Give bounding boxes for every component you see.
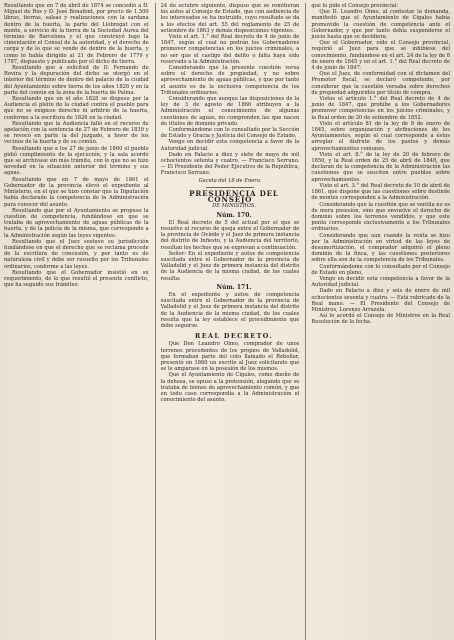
paragraph: Resultando que en el año 1828 se dispuso por la Audiencia el pleito de la ciudad contra el pueblo para que no se exigiese derecho ni arbitrio de la huerta, conforme a la escritura de 1826 en la ciudad. (4, 96, 149, 121)
decree-title: REAL DECRETO. (195, 332, 273, 341)
decree-number: Núm. 171. (216, 283, 252, 291)
paragraph: Que el Ayuntamiento de Cigales, como dueño de la dehesa, se opuso a la pretensión, alegando que se trataba de bienes de aprovechamiento común, y que en todo caso correspondía a la Administración el conocimiento del asunto. (160, 372, 300, 404)
section-subheading: DE MINISTROS. (212, 203, 256, 210)
paragraph: Resultando que a los 27 de junio de 1860 el pueblo pidió cumplimiento de la ejecución, y la sala acordó que se archivase sin más trámite, con lo que no se hizo novedad en la situación anterior del término y sus aguas. (4, 145, 149, 177)
section-heading: PRESIDENCIA DEL CONSEJO (189, 188, 279, 205)
paragraph: Resultando que en 7 de mayo de 1861 el Gobernador de la provincia elevó el expediente al Ministerio, en el que se hizo constar que la Diputación había declarado la competencia de la Administración para conocer del asunto. (4, 176, 149, 208)
text-column-1 (4, 3, 149, 640)
paragraph: que lo pide el Consejo provincial: (311, 3, 399, 9)
paragraph: Vengo en decidir esta competencia a favor de la Autoridad judicial. (160, 139, 300, 152)
paragraph: Considerando que la presente cuestión versa sobre el derecho de propiedad, y no sobre aprovechamiento de aguas públicas, y que por tanto el asunto es de la exclusiva competencia de los Tribunales ordinarios. (160, 65, 300, 96)
text-column-2 (155, 3, 300, 640)
paragraph: Resultando que en 7 de abril de 1874 se concedió a D. Miguel de Ros y D. José Bonafont, por precio de 1.500 libras, tierras, salsas y realizaciones con la sardana dentro de la huerta, la parte del Llobregat con el monte, a servicio de la tierra de la Sociedad Aurea del término de Barcelona y el que construyó bajo la cimentación el Consul de la autoridad, y el derecho de carga y de lo que se vende de dentro de la huerta, y como lo había dirigido al 21 de Febrero de 1779 y 1787, dispuesto y publicado por el dicho de tierra. (4, 3, 149, 65)
paragraph: Resultando que por el Ayuntamiento se propuso la cuestión de competencia, fundándose en que se trataba de aprovechamiento de aguas públicas de la huerta, y de la policía de la misma, que corresponde a la Administración según las leyes vigentes. (4, 207, 149, 239)
paragraph: Visto el art. 3.° del Real decreto de 10 de abril de 1861, que dispone que las cuestiones sobre deslinde de montes corresponden a la Administración. (311, 182, 450, 202)
paragraph: Considerando que aunque las disposiciones de la ley de 3 de agosto de 1866 atribuyen a la Administración el conocimiento de algunas cuestiones de aguas, no comprenden las que nacen de títulos de dominio privado. (160, 96, 300, 127)
paragraph: Conformándome con lo consultado por la Sección de Estado y Gracia y Justicia del Consejo de Estado, (160, 127, 300, 140)
dateline: Gaceta del 18 de Enero. (198, 177, 262, 184)
text-column-3 (305, 3, 450, 640)
paragraph: Resultando que el Juez sostuvo su jurisdicción fundándose en que el derecho que se reclama procede de la escritura de concesión, y por tanto es de naturaleza civil y debe ser resuelto por los Tribunales ordinarios, conforme a las leyes. (4, 238, 149, 270)
paragraph: Que el Juez, de conformidad con el dictamen del Promotor fiscal, se declaró competente, por considerar que la cuestión versaba sobre derechos de propiedad adquiridos por título de compra. (311, 71, 450, 96)
paragraph: Que el Gobernador, oído el Consejo provincial, requirió al Juez para que se inhibiese del conocimiento, fundándose en el art. 24 de la ley de 8 de enero de 1845 y en el art. 1.° del Real decreto de 4 de junio de 1847. (311, 40, 450, 72)
paragraph: Vengo en decidir esta competencia a favor de la Autoridad judicial. (311, 275, 450, 289)
paragraph: Resultando que el Gobernador insistió en su requerimiento, de lo que resultó el presente conflicto, que ha seguido sus trámites: (4, 269, 149, 289)
paragraph: Considerando que aun cuando la venta se hizo por la Administración en virtud de las leyes de desamortización, el comprador adquirió el pleno dominio de la finca, y las cuestiones posteriores sobre ella son de la competencia de los Tribunales. (311, 232, 450, 264)
paragraph: El Real decreto de 5 del actual por el que se resuelve el recurso de queja entre el Gobernador de la provincia de Oviedo y el Juez de primera instancia del distrito de Infiesto, y la Audiencia del territorio, resultan los hechos que se expresan a continuación. (160, 219, 300, 251)
paragraph: Que D. Leandro Olmo, al contestar la demanda, manifestó que el Ayuntamiento de Cigales había promovido la cuestión de competencia ante el Gobernador, y que por tanto debía suspenderse el juicio hasta que se decidiera. (311, 9, 450, 41)
paragraph: Visto el art. 8.° de la ley de 20 de febrero de 1850, y la Real orden de 25 de abril de 1848, que declaran de la competencia de la Administración las cuestiones que se susciten entre pueblos sobre aprovechamientos. (311, 151, 450, 183)
paragraph: Que Don Leandro Olmo, comprador de unos terrenos procedentes de los propios de Valladolid, que formaban parte del coto llamado el Rebollar, presentó en 1860 un escrito al Juez solicitando que se le amparase en la posesión de los mismos. (160, 341, 300, 373)
paragraph: Dado en Palacio a diez y seis de enero de mil ochocientos sesenta y cuatro. — Está rubricado de la Real mano. — El Presidente del Consejo de Ministros, Lorenzo Arrazola. (311, 288, 450, 313)
decree-number: Núm. 170. (216, 211, 252, 219)
paragraph: Señor: En el expediente y autos de competencia suscitada entre el Gobernador de la provincia de Valladolid y el Juez de primera instancia del distrito de la Audiencia de la misma ciudad, de los cuales resulta: (160, 250, 300, 282)
section-divider (206, 187, 253, 188)
paragraph: En el expediente y autos de competencia suscitada entre el Gobernador de la provincia de Valladolid y el Juez de primera instancia del distrito de la Audiencia de la misma ciudad, de los cuales resulta que la ley establece el procedimiento que debe seguirse. (160, 291, 300, 329)
paragraph: Así lo acordó el Consejo de Ministros en la Real Resolución de la fecha. (311, 313, 450, 326)
paragraph: Conformándome con lo consultado por el Consejo de Estado en pleno, (311, 263, 450, 276)
paragraph: Dado en Palacio a diez y siete de mayo de mil ochocientos setenta y cuatro. — Francisco Serrano. — El Presidente del Poder Ejecutivo de la República, Francisco Serrano. (160, 151, 300, 177)
paragraph: Visto el artículo 81 de la ley de 8 de enero de 1845, sobre organización y atribuciones de los Ayuntamientos, según el cual corresponde a éstos arreglar el disfrute de los pastos y demás aprovechamientos comunes. (311, 120, 450, 152)
paragraph: Resultando que la Audiencia falló en el recurso de apelación con la sentencia de 27 de Febrero de 1839 y se revocó en parte la del juzgado, a favor de los vecinos de la huerta y de su común. (4, 120, 149, 146)
paragraph: Considerando que la cuestión que se ventila no es de mera posesión, sino que envuelve el derecho de dominio sobre los terrenos vendidos, y que este punto corresponde exclusivamente a los Tribunales ordinarios. (311, 201, 450, 233)
paragraph: Visto el art. 1.° del Real decreto de 4 de junio de 1847, según el cual no podrán los Gobernadores promover competencias en los juicios criminales, a no ser que el castigo del delito o falta haya sido reservado a la Administración. (160, 34, 300, 65)
paragraph: Vistos el artículo 1.° del Real decreto de 4 de junio de 1847, que prohíbe a los Gobernadores promover competencias en los juicios criminales, y la Real orden de 20 de setiembre de 1852. (311, 96, 450, 121)
paragraph: 24 de octubre siguiente, dispuso que se remitieran los autos al Consejo de Estado, que con audiencia de los interesados se ha instruido, cuyo resultado se da a los efectos del art. 55 del reglamento de 25 de setiembre de 1863 y demás disposiciones vigentes. (160, 3, 300, 34)
paragraph: Resultando que a solicitud de D. Fernando de Rovira y la depuración del dicho se otorgó en el interior del término de dentro del palacio de la ciudad del Ayuntamiento sobre tierra de los años 1826 y en la parte del común en la zona de la huerta de Palma. (4, 65, 149, 96)
